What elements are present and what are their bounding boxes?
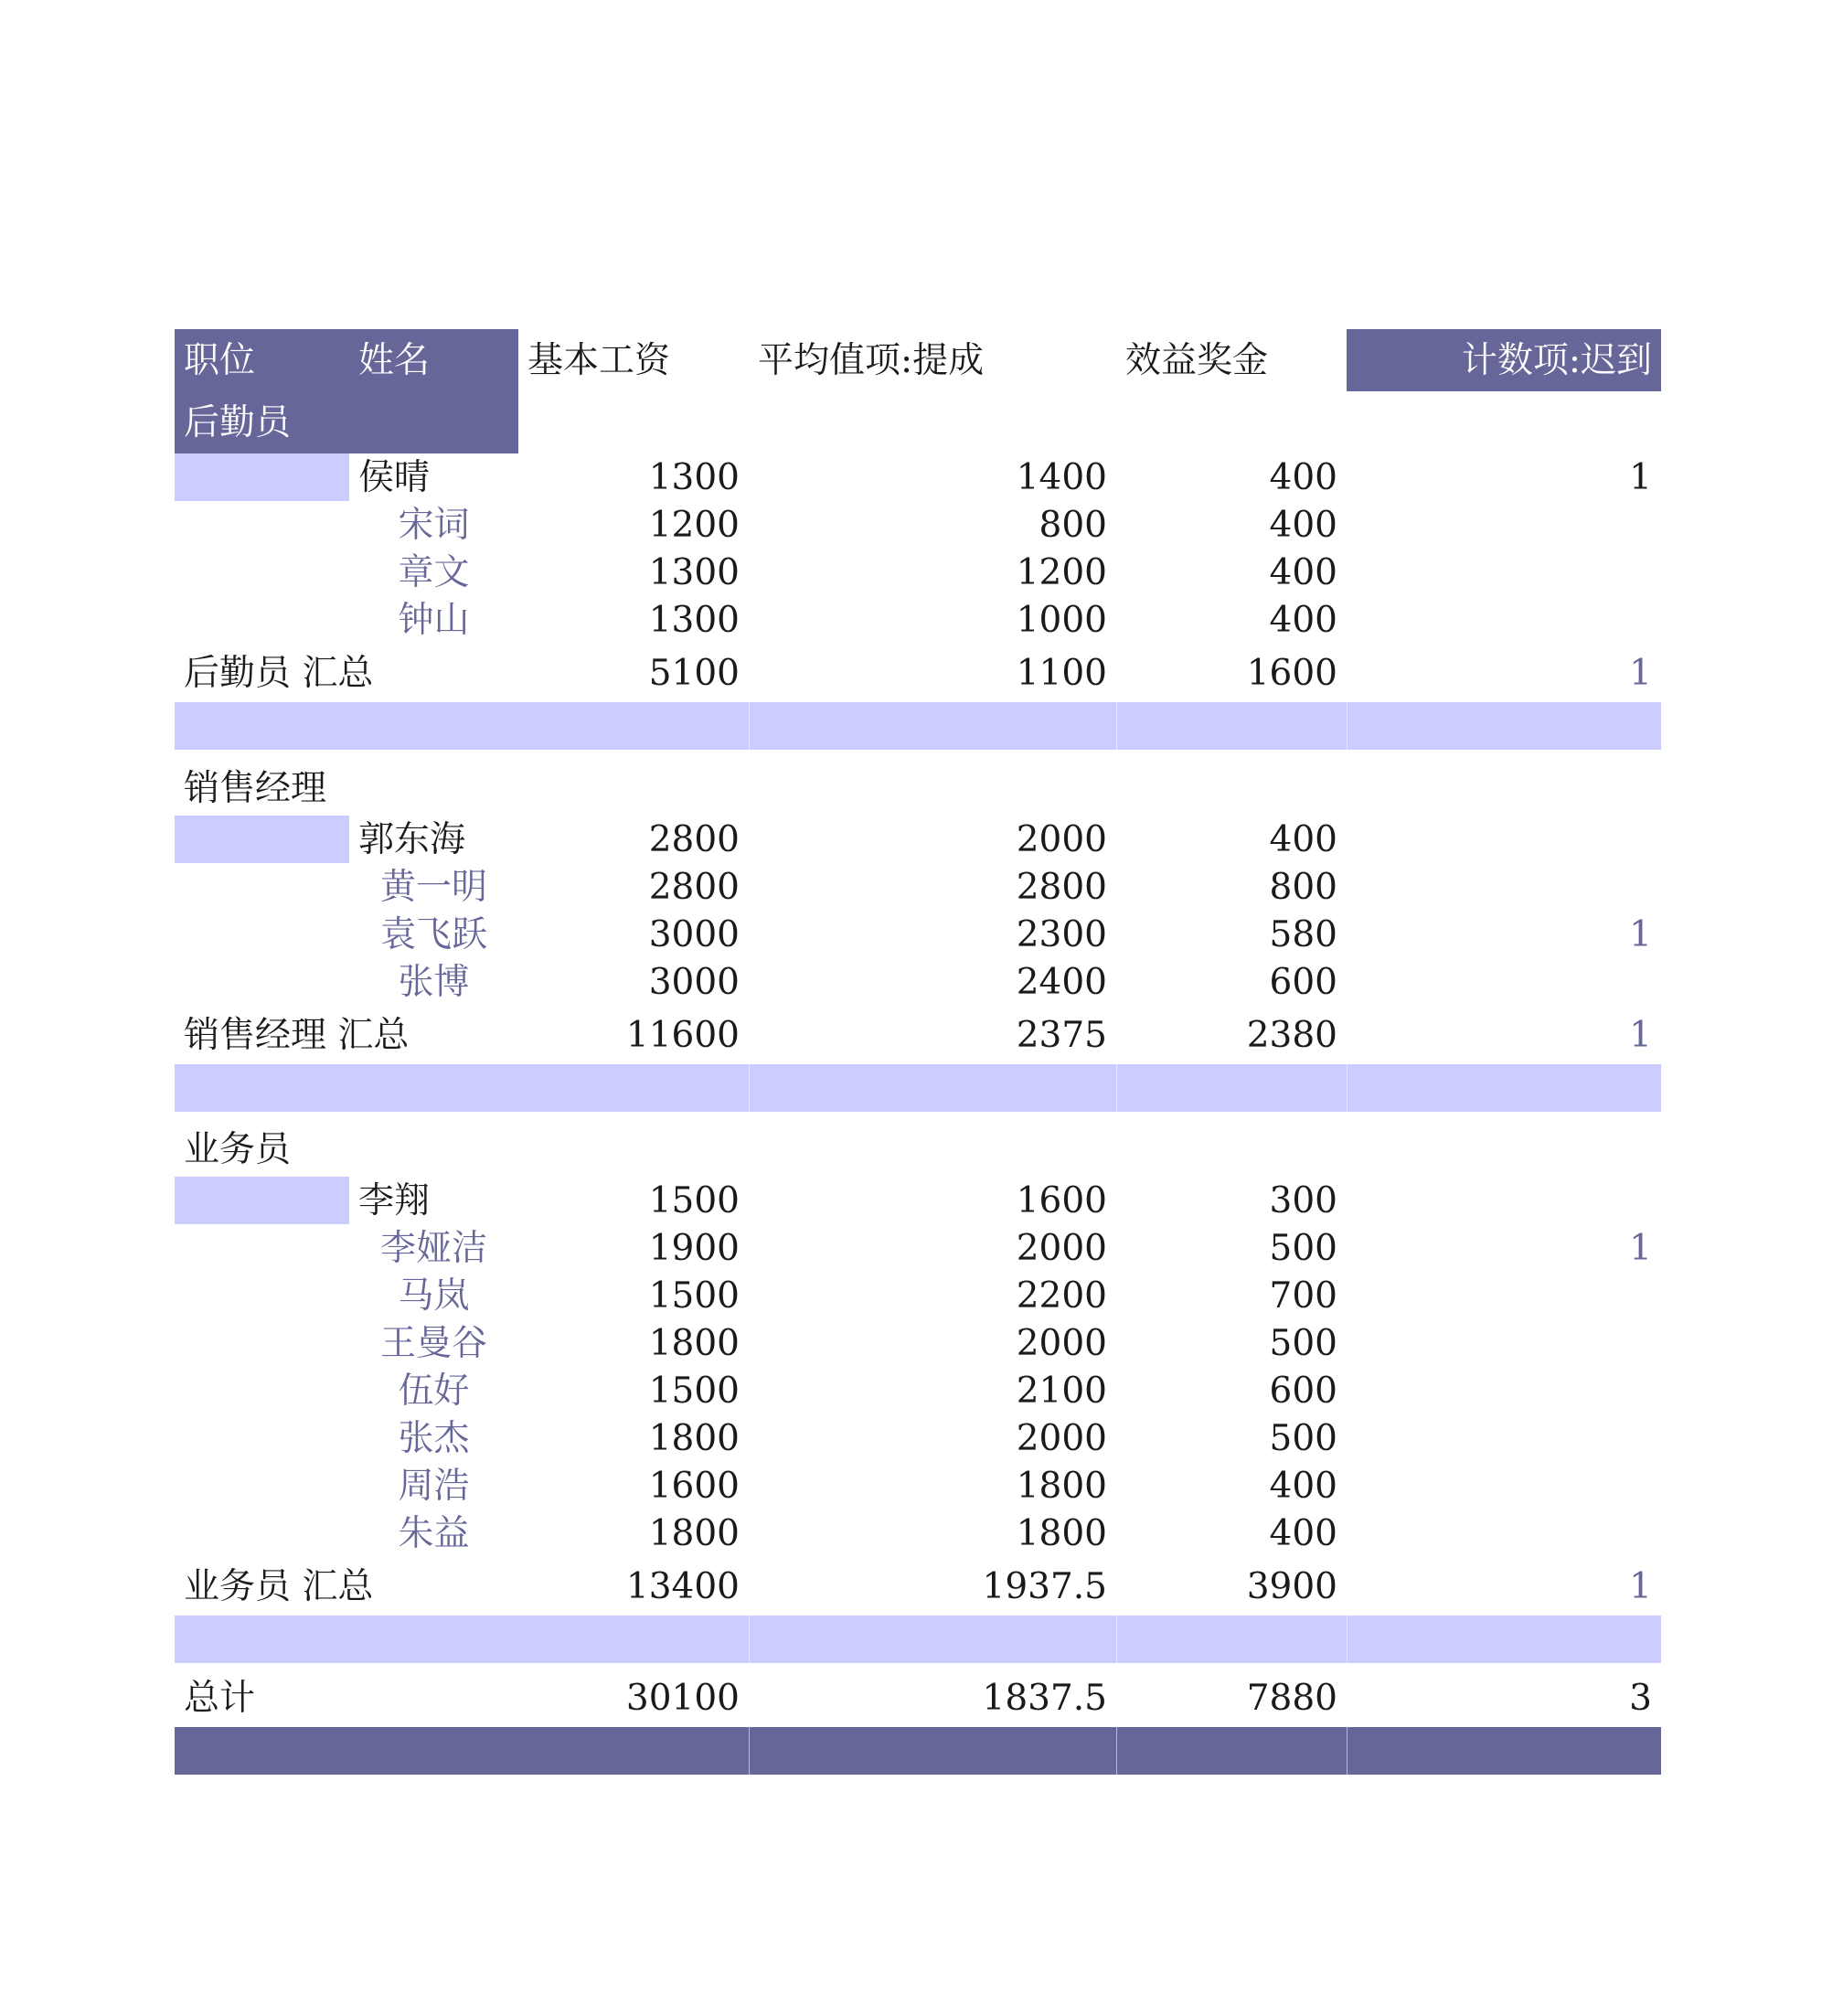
bonus-value: 400 bbox=[1269, 599, 1337, 641]
band-divider bbox=[749, 1616, 750, 1663]
commission-value: 2100 bbox=[1016, 1370, 1107, 1412]
late-count-value bbox=[1347, 1414, 1661, 1462]
bonus-value: 500 bbox=[1269, 1322, 1337, 1364]
late-count-value bbox=[1347, 1319, 1661, 1367]
late-count-value bbox=[1347, 1367, 1661, 1414]
commission-value: 2000 bbox=[1016, 1417, 1107, 1459]
late-count-value bbox=[1347, 1272, 1661, 1319]
bonus-value: 500 bbox=[1269, 1417, 1337, 1459]
group-title: 销售经理 bbox=[184, 767, 327, 809]
base-salary-value: 1300 bbox=[648, 456, 740, 498]
subtotal-commission: 1937.5 bbox=[982, 1565, 1107, 1607]
group-separator-band bbox=[175, 1064, 1661, 1112]
late-count-value bbox=[1347, 863, 1661, 911]
subtotal-base-salary: 11600 bbox=[625, 1014, 740, 1056]
commission-value: 2800 bbox=[1016, 866, 1107, 908]
subtotal-late-count: 1 bbox=[1629, 1014, 1652, 1056]
employee-name: 朱益 bbox=[398, 1512, 470, 1554]
employee-name: 马岚 bbox=[398, 1275, 470, 1317]
band-divider bbox=[1347, 1616, 1348, 1663]
base-salary-value: 1800 bbox=[648, 1417, 740, 1459]
group-title: 业务员 bbox=[184, 1128, 292, 1170]
late-count-value bbox=[1347, 1177, 1661, 1224]
late-count-value: 1 bbox=[1629, 913, 1652, 955]
late-count-value bbox=[1347, 1462, 1661, 1509]
band-divider bbox=[749, 1064, 750, 1112]
bonus-value: 300 bbox=[1269, 1179, 1337, 1221]
late-count-value bbox=[1347, 958, 1661, 1006]
subtotal-commission: 2375 bbox=[1016, 1014, 1107, 1056]
row-highlight-swatch bbox=[175, 453, 349, 501]
bonus-value: 400 bbox=[1269, 504, 1337, 546]
base-salary-value: 1500 bbox=[648, 1370, 740, 1412]
bonus-value: 400 bbox=[1269, 456, 1337, 498]
base-salary-value: 1300 bbox=[648, 599, 740, 641]
commission-value: 1200 bbox=[1016, 551, 1107, 593]
late-count-value: 1 bbox=[1629, 456, 1652, 498]
bonus-value: 800 bbox=[1269, 866, 1337, 908]
group-separator-band bbox=[175, 1616, 1661, 1663]
late-count-value bbox=[1347, 596, 1661, 644]
header-bonus: 效益奖金 bbox=[1125, 339, 1269, 381]
late-count-value bbox=[1347, 501, 1661, 549]
employee-name: 章文 bbox=[398, 551, 470, 593]
base-salary-value: 1500 bbox=[648, 1275, 740, 1317]
footer-band bbox=[175, 1727, 1661, 1775]
commission-value: 1800 bbox=[1016, 1465, 1107, 1507]
row-highlight-swatch bbox=[175, 816, 349, 863]
commission-value: 2400 bbox=[1016, 961, 1107, 1003]
bonus-value: 400 bbox=[1269, 1512, 1337, 1554]
row-highlight-swatch bbox=[175, 1177, 349, 1224]
grand-total-bonus: 7880 bbox=[1246, 1677, 1337, 1719]
commission-value: 1400 bbox=[1016, 456, 1107, 498]
group-title: 后勤员 bbox=[175, 391, 518, 453]
employee-name: 张杰 bbox=[398, 1417, 470, 1459]
employee-name: 钟山 bbox=[398, 599, 470, 641]
band-divider bbox=[749, 702, 750, 750]
group-separator-band bbox=[175, 702, 1661, 750]
employee-name: 袁飞跃 bbox=[379, 913, 487, 955]
subtotal-base-salary: 13400 bbox=[625, 1565, 740, 1607]
commission-value: 2300 bbox=[1016, 913, 1107, 955]
commission-value: 2200 bbox=[1016, 1275, 1107, 1317]
employee-name: 黄一明 bbox=[379, 866, 487, 908]
bonus-value: 400 bbox=[1269, 551, 1337, 593]
header-avg-commission: 平均值项:提成 bbox=[758, 339, 985, 381]
commission-value: 2000 bbox=[1016, 1322, 1107, 1364]
late-count-value: 1 bbox=[1629, 1227, 1652, 1269]
base-salary-value: 1500 bbox=[648, 1179, 740, 1221]
employee-name: 张博 bbox=[398, 961, 470, 1003]
employee-name: 伍好 bbox=[398, 1370, 470, 1412]
base-salary-value: 1600 bbox=[648, 1465, 740, 1507]
subtotal-bonus: 2380 bbox=[1246, 1014, 1337, 1056]
base-salary-value: 1200 bbox=[648, 504, 740, 546]
grand-total-base-salary: 30100 bbox=[625, 1677, 740, 1719]
bonus-value: 400 bbox=[1269, 818, 1337, 860]
band-divider bbox=[1347, 1064, 1348, 1112]
bonus-value: 600 bbox=[1269, 1370, 1337, 1412]
base-salary-value: 2800 bbox=[648, 866, 740, 908]
commission-value: 1600 bbox=[1016, 1179, 1107, 1221]
bonus-value: 500 bbox=[1269, 1227, 1337, 1269]
commission-value: 1000 bbox=[1016, 599, 1107, 641]
group-subtotal-label: 后勤员 汇总 bbox=[184, 652, 374, 694]
bonus-value: 580 bbox=[1269, 913, 1337, 955]
bonus-value: 400 bbox=[1269, 1465, 1337, 1507]
late-count-value bbox=[1347, 1509, 1661, 1557]
base-salary-value: 1800 bbox=[648, 1512, 740, 1554]
header-count-late: 计数项:迟到 bbox=[1347, 329, 1661, 391]
subtotal-commission: 1100 bbox=[1016, 652, 1107, 694]
band-divider bbox=[749, 1727, 750, 1775]
bonus-value: 600 bbox=[1269, 961, 1337, 1003]
band-divider bbox=[1116, 1727, 1117, 1775]
header-position: 职位 bbox=[175, 329, 349, 391]
employee-name: 李翔 bbox=[358, 1179, 431, 1221]
commission-value: 1800 bbox=[1016, 1512, 1107, 1554]
base-salary-value: 1300 bbox=[648, 551, 740, 593]
grand-total-late-count: 3 bbox=[1629, 1677, 1652, 1719]
employee-name: 郭东海 bbox=[358, 818, 466, 860]
subtotal-bonus: 3900 bbox=[1246, 1565, 1337, 1607]
base-salary-value: 1900 bbox=[648, 1227, 740, 1269]
header-name: 姓名 bbox=[349, 329, 518, 391]
band-divider bbox=[1116, 1064, 1117, 1112]
employee-name: 侯晴 bbox=[358, 456, 431, 498]
header-base-salary: 基本工资 bbox=[527, 339, 671, 381]
commission-value: 800 bbox=[1039, 504, 1107, 546]
grand-total-commission: 1837.5 bbox=[982, 1677, 1107, 1719]
subtotal-late-count: 1 bbox=[1629, 1565, 1652, 1607]
base-salary-value: 3000 bbox=[648, 913, 740, 955]
group-subtotal-label: 业务员 汇总 bbox=[184, 1565, 374, 1607]
employee-name: 李娅洁 bbox=[379, 1227, 487, 1269]
late-count-value bbox=[1347, 549, 1661, 596]
band-divider bbox=[1347, 702, 1348, 750]
subtotal-bonus: 1600 bbox=[1246, 652, 1337, 694]
subtotal-late-count: 1 bbox=[1629, 652, 1652, 694]
subtotal-base-salary: 5100 bbox=[648, 652, 740, 694]
group-subtotal-label: 销售经理 汇总 bbox=[184, 1014, 410, 1056]
late-count-value bbox=[1347, 816, 1661, 863]
commission-value: 2000 bbox=[1016, 1227, 1107, 1269]
employee-name: 宋词 bbox=[398, 504, 470, 546]
grand-total-label: 总计 bbox=[184, 1677, 256, 1719]
employee-name: 王曼谷 bbox=[379, 1322, 487, 1364]
commission-value: 2000 bbox=[1016, 818, 1107, 860]
band-divider bbox=[1347, 1727, 1348, 1775]
bonus-value: 700 bbox=[1269, 1275, 1337, 1317]
base-salary-value: 1800 bbox=[648, 1322, 740, 1364]
band-divider bbox=[1116, 1616, 1117, 1663]
base-salary-value: 3000 bbox=[648, 961, 740, 1003]
band-divider bbox=[1116, 702, 1117, 750]
employee-name: 周浩 bbox=[398, 1465, 470, 1507]
base-salary-value: 2800 bbox=[648, 818, 740, 860]
